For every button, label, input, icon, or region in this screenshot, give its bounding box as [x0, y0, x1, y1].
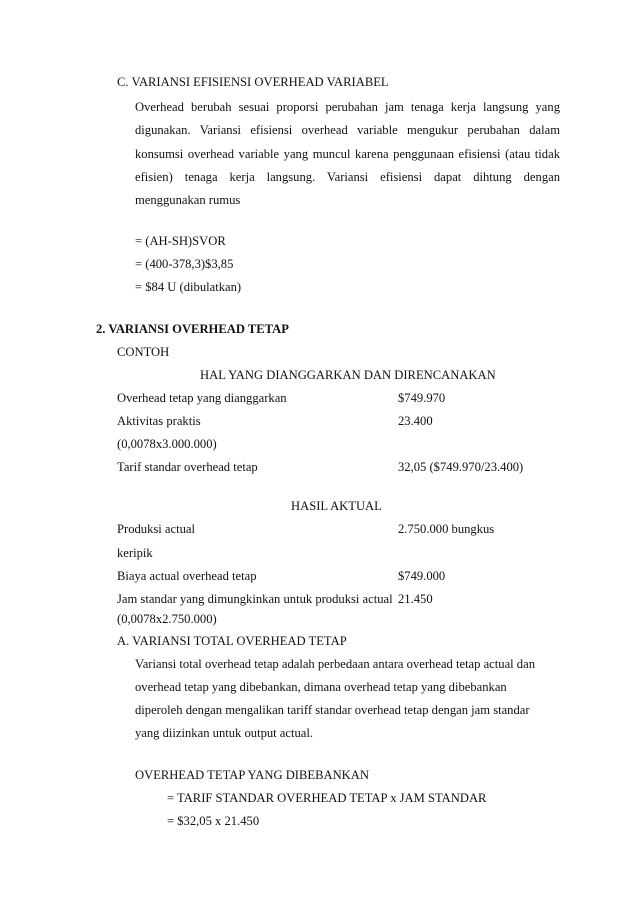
actual-row-label: Jam standar yang dimungkinkan untuk produksi actual [117, 592, 393, 606]
formula-line: = $32,05 x 21.450 [167, 814, 260, 828]
budget-row-value: $749.970 [398, 391, 446, 405]
formula-line: = (400-378,3)$3,85 [135, 257, 234, 271]
example-label: CONTOH [117, 345, 170, 359]
budget-row-label: (0,0078x3.000.000) [117, 437, 217, 451]
budget-row-label: Tarif standar overhead tetap [117, 460, 258, 474]
actual-row-label: (0,0078x2.750.000) [117, 612, 217, 626]
paragraph-line: yang diizinkan untuk output actual. [135, 726, 314, 740]
actual-row-value: $749.000 [398, 569, 446, 583]
paragraph-line: diperoleh dengan mengalikan tariff standar overhead tetap dengan jam standar [135, 703, 530, 717]
paragraph-line: overhead tetap yang dibebankan, dimana overhead tetap yang dibebankan [135, 680, 507, 694]
formula-line: = (AH-SH)SVOR [135, 234, 226, 248]
actual-row-label: Produksi actual [117, 522, 195, 536]
formula-line: = $84 U (dibulatkan) [135, 280, 242, 294]
budget-title: HAL YANG DIANGGARKAN DAN DIRENCANAKAN [200, 368, 496, 382]
budget-row-value: 23.400 [398, 414, 433, 428]
paragraph-line: menggunakan rumus [135, 193, 241, 207]
paragraph-line: efisien) tenaga kerja langsung. Variansi efisiensi dapat dihtung dengan [135, 170, 560, 184]
section-2-heading: 2. VARIANSI OVERHEAD TETAP [96, 322, 289, 336]
section-c-heading: C. VARIANSI EFISIENSI OVERHEAD VARIABEL [117, 75, 389, 89]
actual-row-label: Biaya actual overhead tetap [117, 569, 257, 583]
paragraph-line: Overhead berubah sesuai proporsi perubahan jam tenaga kerja langsung yang [135, 100, 560, 114]
budget-row-label: Aktivitas praktis [117, 414, 201, 428]
paragraph-line: konsumsi overhead variable yang muncul karena penggunaan efisiensi (atau tidak [135, 147, 560, 161]
actual-row-value: 21.450 [398, 592, 433, 606]
paragraph-line: Variansi total overhead tetap adalah perbedaan antara overhead tetap actual dan [135, 657, 535, 671]
sub-heading: OVERHEAD TETAP YANG DIBEBANKAN [135, 768, 369, 782]
actual-row-label: keripik [117, 546, 153, 560]
formula-line: = TARIF STANDAR OVERHEAD TETAP x JAM STANDAR [167, 791, 487, 805]
section-a-heading: A. VARIANSI TOTAL OVERHEAD TETAP [117, 634, 347, 648]
actual-row-value: 2.750.000 bungkus [398, 522, 495, 536]
budget-row-value: 32,05 ($749.970/23.400) [398, 460, 524, 474]
paragraph-line: digunakan. Variansi efisiensi overhead variable mengukur perubahan dalam [135, 123, 560, 137]
budget-row-label: Overhead tetap yang dianggarkan [117, 391, 287, 405]
actual-title: HASIL AKTUAL [291, 499, 382, 513]
